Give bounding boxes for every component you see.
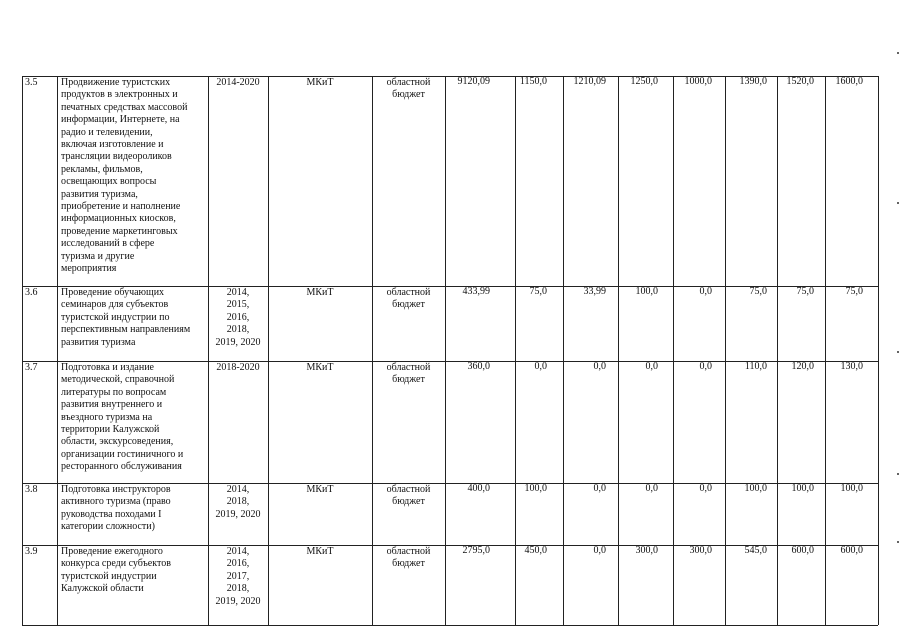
- amount-cell: 0,0: [593, 483, 606, 494]
- amount-cell: 1000,0: [684, 76, 712, 87]
- amount-cell: 100,0: [744, 483, 767, 494]
- table-column-rule: [563, 76, 564, 625]
- amount-cell: 1600,0: [835, 76, 863, 87]
- amount-cell: 33,99: [583, 286, 606, 297]
- scan-speck: [897, 541, 899, 543]
- amount-cell: 110,0: [744, 361, 767, 372]
- amount-cell: 1390,0: [739, 76, 767, 87]
- amount-cell: 75,0: [845, 286, 863, 297]
- years-cell: 2014-2020: [216, 77, 260, 88]
- funding-source-cell: областной бюджет: [386, 484, 431, 508]
- amount-cell: 0,0: [699, 361, 712, 372]
- table-column-rule: [725, 76, 726, 625]
- amount-cell: 130,0: [840, 361, 863, 372]
- table-column-rule: [878, 76, 879, 625]
- amount-cell: 75,0: [749, 286, 767, 297]
- amount-cell: 400,0: [467, 483, 490, 494]
- amount-cell: 0,0: [534, 361, 547, 372]
- amount-cell: 600,0: [840, 545, 863, 556]
- row-number: 3.7: [25, 362, 38, 373]
- amount-cell: 360,0: [467, 361, 490, 372]
- row-number: 3.5: [25, 77, 38, 88]
- amount-cell: 0,0: [699, 483, 712, 494]
- amount-cell: 0,0: [645, 483, 658, 494]
- amount-cell: 450,0: [524, 545, 547, 556]
- amount-cell: 600,0: [791, 545, 814, 556]
- funding-source-cell: областной бюджет: [386, 362, 431, 386]
- amount-cell: 2795,0: [462, 545, 490, 556]
- funding-source-cell: областной бюджет: [386, 287, 431, 311]
- years-cell: 2018-2020: [216, 362, 260, 373]
- scan-speck: [897, 473, 899, 475]
- years-cell: 2014, 2016, 2017, 2018, 2019, 2020: [215, 546, 261, 607]
- amount-cell: 1210,09: [573, 76, 606, 87]
- row-number: 3.6: [25, 287, 38, 298]
- table-column-rule: [57, 76, 58, 625]
- amount-cell: 0,0: [699, 286, 712, 297]
- amount-cell: 9120,09: [457, 76, 490, 87]
- amount-cell: 75,0: [529, 286, 547, 297]
- amount-cell: 75,0: [796, 286, 814, 297]
- amount-cell: 0,0: [593, 361, 606, 372]
- table-column-rule: [673, 76, 674, 625]
- scan-speck: [897, 351, 899, 353]
- funding-source-cell: областной бюджет: [386, 546, 431, 570]
- amount-cell: 545,0: [744, 545, 767, 556]
- table-column-rule: [22, 76, 23, 625]
- table-column-rule: [515, 76, 516, 625]
- activity-name: Проведение обучающих семинаров для субъектов туристской индустрии по перспективным направлениям развития туризма: [61, 287, 191, 348]
- amount-cell: 100,0: [635, 286, 658, 297]
- table-column-rule: [372, 76, 373, 625]
- amount-cell: 1150,0: [519, 76, 547, 87]
- table-rule: [22, 625, 878, 626]
- amount-cell: 100,0: [791, 483, 814, 494]
- amount-cell: 1250,0: [630, 76, 658, 87]
- table-column-rule: [268, 76, 269, 625]
- years-cell: 2014, 2015, 2016, 2018, 2019, 2020: [215, 287, 261, 348]
- executor-cell: МКиТ: [306, 484, 334, 495]
- amount-cell: 100,0: [524, 483, 547, 494]
- activity-name: Продвижение туристских продуктов в электронных и печатных средствах массовой информации, Интернете, на радио и телевидении, включая изготовление и трансляции видеороликов рекламы, фильмов, освещающих вопросы развития туризма, приобретение и наполнение информационных киосков, проведение маркетинговых исследований в сфере туризма и другие мероприятия: [61, 77, 188, 275]
- table-column-rule: [777, 76, 778, 625]
- activity-name: Подготовка инструкторов активного туризма (право руководства походами I категории сложности): [61, 484, 171, 533]
- amount-cell: 433,99: [462, 286, 490, 297]
- amount-cell: 120,0: [791, 361, 814, 372]
- table-column-rule: [825, 76, 826, 625]
- funding-source-cell: областной бюджет: [386, 77, 431, 101]
- executor-cell: МКиТ: [306, 287, 334, 298]
- amount-cell: 0,0: [593, 545, 606, 556]
- activity-name: Проведение ежегодного конкурса среди субъектов туристской индустрии Калужской области: [61, 546, 171, 595]
- amount-cell: 300,0: [689, 545, 712, 556]
- amount-cell: 0,0: [645, 361, 658, 372]
- executor-cell: МКиТ: [306, 77, 334, 88]
- scan-speck: [897, 202, 899, 204]
- table-column-rule: [445, 76, 446, 625]
- amount-cell: 1520,0: [786, 76, 814, 87]
- activity-name: Подготовка и издание методической, справочной литературы по вопросам развития внутреннего и въездного туризма на территории Калужской области, экскурсоведения, организации гостиничного и ресторанного обслуживания: [61, 362, 184, 473]
- row-number: 3.9: [25, 546, 38, 557]
- years-cell: 2014, 2018, 2019, 2020: [215, 484, 261, 520]
- amount-cell: 100,0: [840, 483, 863, 494]
- executor-cell: МКиТ: [306, 546, 334, 557]
- table-column-rule: [208, 76, 209, 625]
- amount-cell: 300,0: [635, 545, 658, 556]
- row-number: 3.8: [25, 484, 38, 495]
- table-column-rule: [618, 76, 619, 625]
- executor-cell: МКиТ: [306, 362, 334, 373]
- scan-speck: [897, 52, 899, 54]
